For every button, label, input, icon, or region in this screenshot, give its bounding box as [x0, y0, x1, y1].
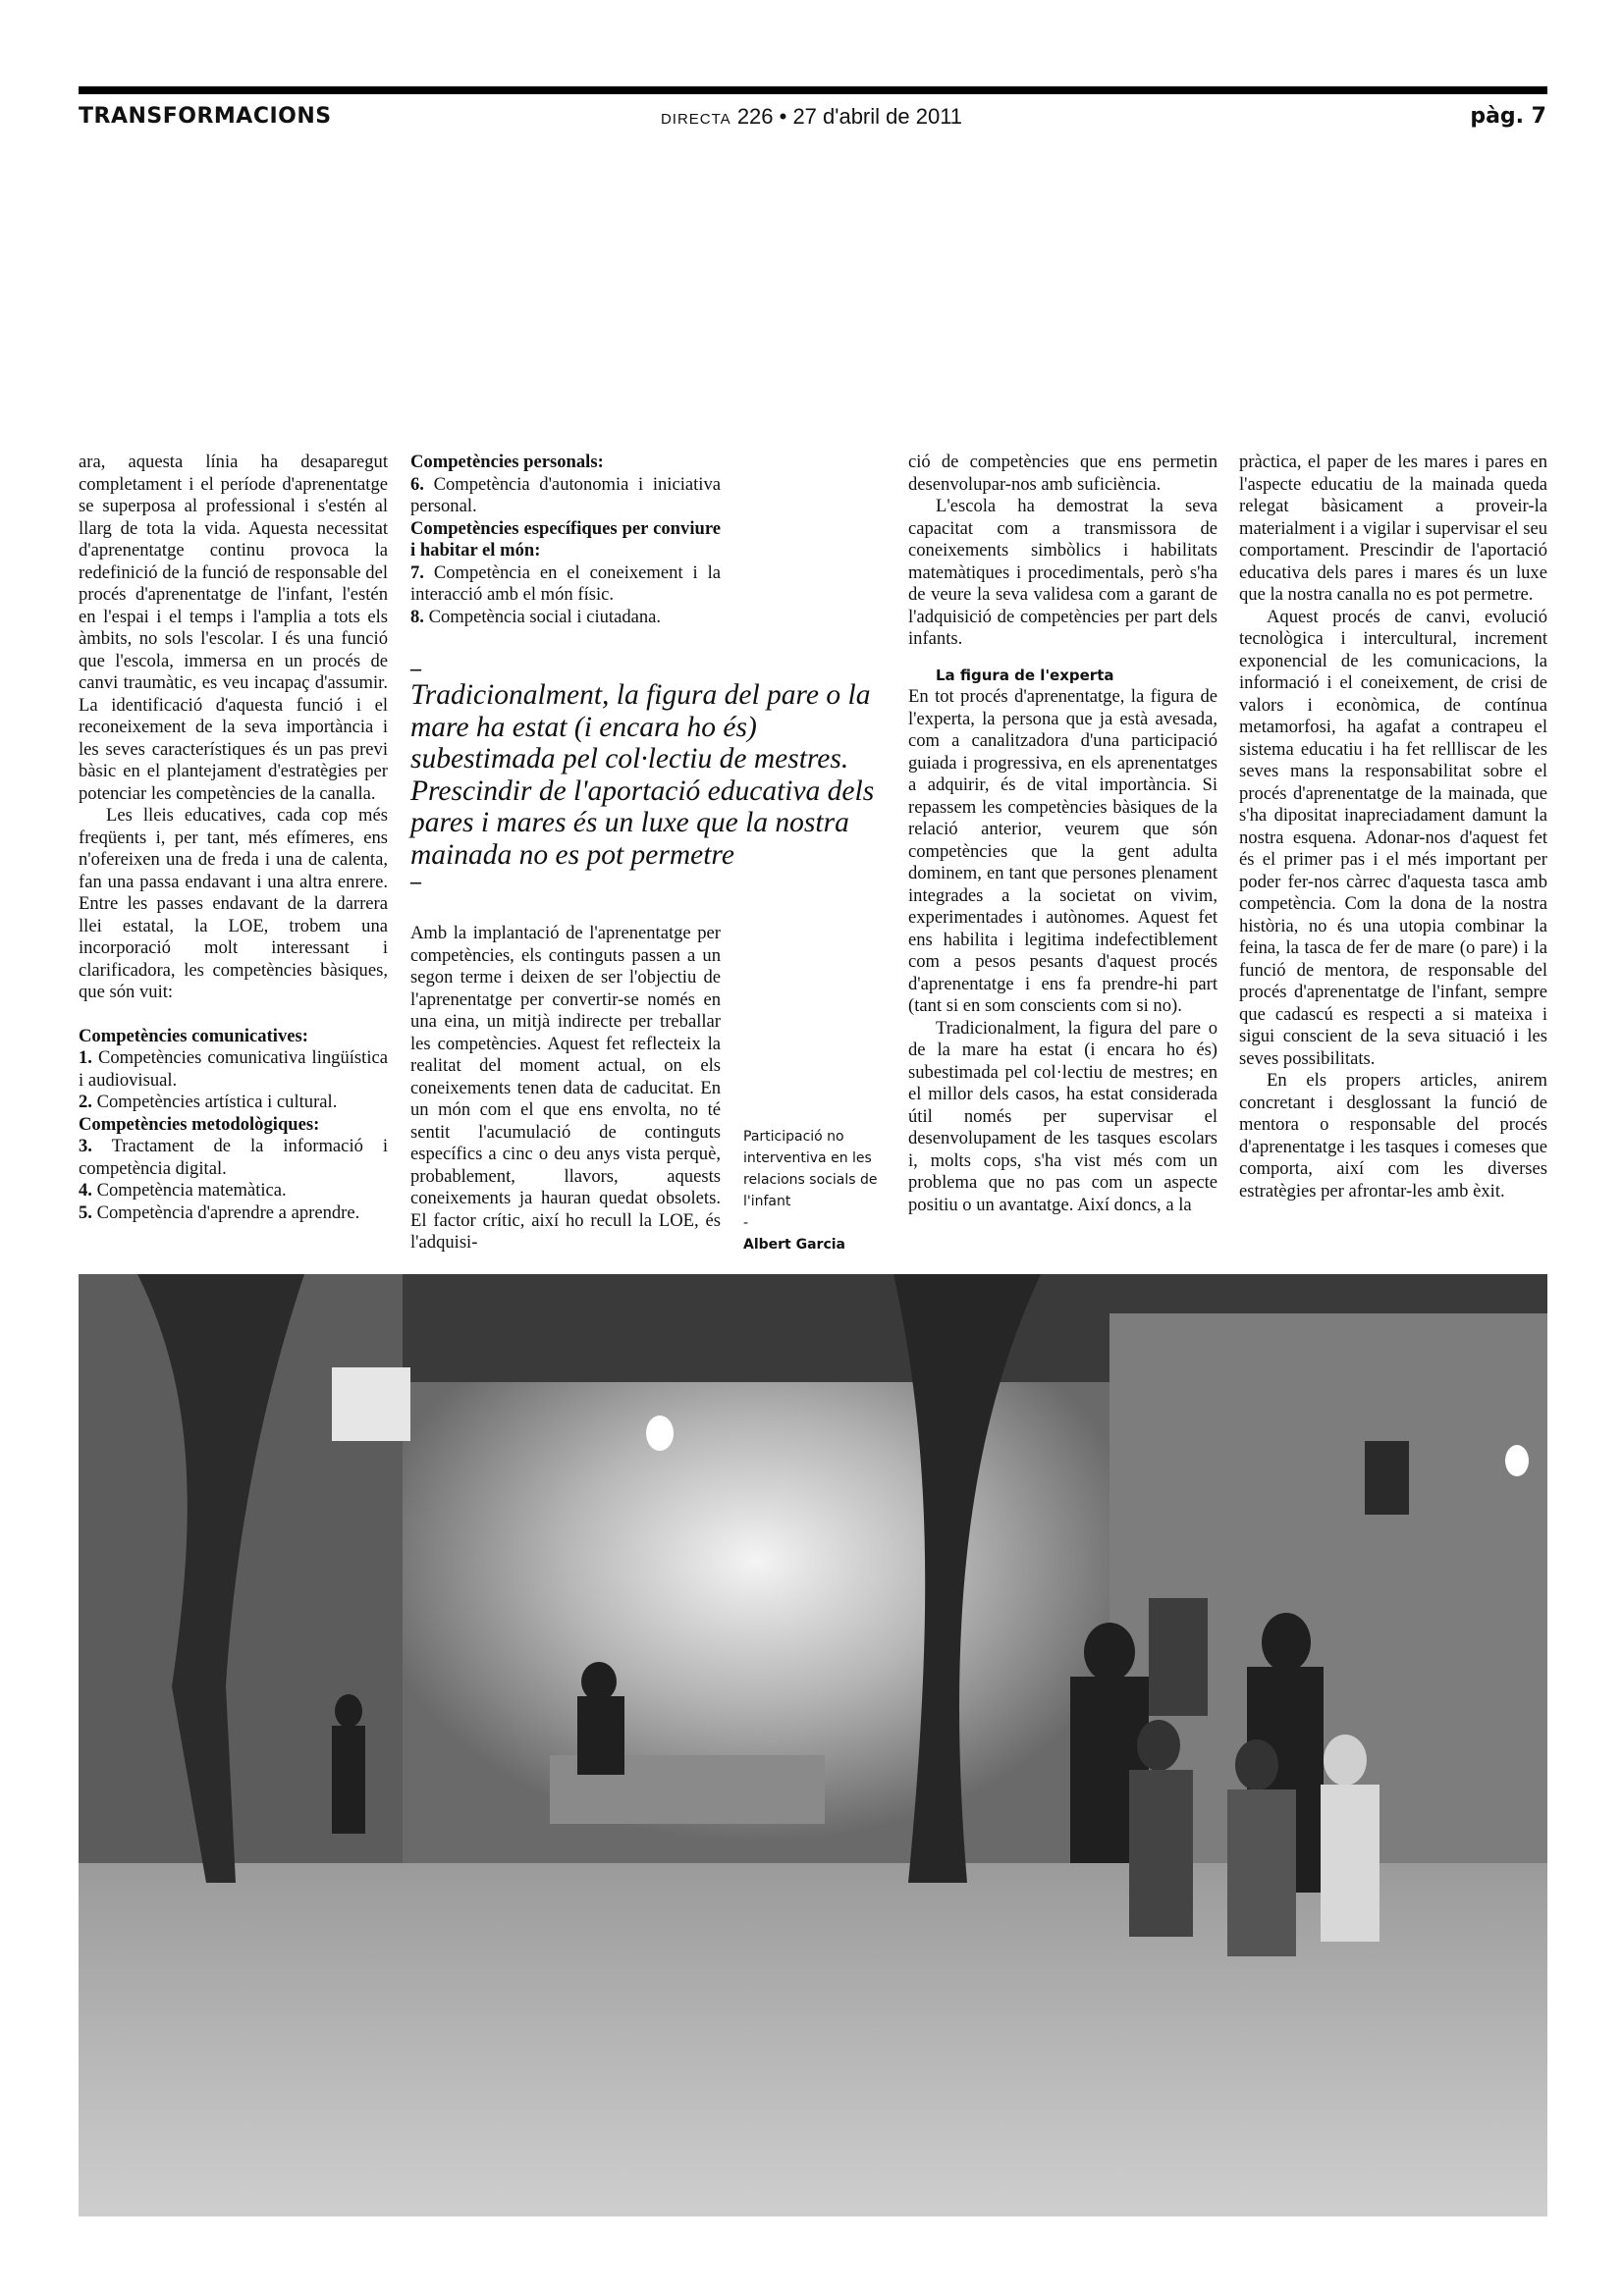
list-number: 5.	[79, 1201, 92, 1223]
list-item	[79, 1180, 388, 1202]
list-heading: Competències específiques per conviure i habitar el món:	[410, 517, 721, 561]
list-heading: Competències metodològiques:	[79, 1113, 320, 1135]
list-text: Competència d'autonomia i iniciativa personal.	[410, 473, 721, 516]
paragraph: Amb la implantació de l'aprenentatge per competències, els continguts passen a un segon terme i deixen de ser l'objectiu de l'aprenentatge per convertir-se només en una eina, un mitjà indirecte per treballar les competències. Aquest fet reflecteix la realitat del moment actual, on els coneixements tenen data de caducitat. En un món com el que ens envolta, no té sentit l'acumulació de continguts específics a cinc o deu anys vista perquè, probablement, llavors, aquests coneixements ja hauran quedat obsolets. El factor crític, així ho recull la LOE, és l'adquisi-	[410, 923, 721, 1253]
issue-date: 226 • 27 d'abril de 2011	[736, 104, 963, 129]
list-item	[410, 607, 721, 629]
photo-caption	[743, 1126, 891, 1255]
list-number: 2.	[79, 1092, 92, 1112]
article-photo	[79, 1274, 1547, 2216]
publication-name: DIRECTA	[660, 111, 731, 128]
list-number: 3.	[79, 1136, 92, 1156]
paragraph: Les lleis educatives, cada cop més freqüents i, per tant, més efímeres, ens n'ofereixen una de freda i una de calenta, fan una passa endavant i una altra enrere. Entre les passes endavant de la darrera llei estatal, la LOE, trobem una incorporació molt interessant i clarificadora, les competències bàsiques, que són vuit:	[79, 805, 388, 1002]
window	[332, 1367, 410, 1441]
paragraph: ara, aquesta línia ha desaparegut completament i el període d'aprenentatge se superposa al professional i s'estén al llarg de tota la vida. Aquesta necessitat d'aprenentatge continu provoca la redefinició de la funció de responsable del procés d'aprenentatge de l'infant, l'estén en l'espai i el temps i l'amplia a tots els àmbits, no sols l'escolar. I és una funció que l'escola, immersa en un procés de canvi traumàtic, es veu incapaç d'assumir. La identificació d'aquesta funció i el reconeixement de la seva importància i les seves característiques és un pas previ bàsic en el plantejament d'estratègies per potenciar les competències de la canalla.	[79, 452, 388, 804]
paragraph: pràctica, el paper de les mares i pares en l'aspecte educatiu de la mainada queda relegat bàsicament a proveir-la materialment i a vigilar i supervisar el seu comportament. Prescindir de l'aportació educativa dels pares i mares és un luxe que la nostra canalla no es pot permetre.	[1239, 452, 1547, 605]
caption-dash: -	[743, 1215, 749, 1231]
list-text: Competències artística i cultural.	[96, 1092, 338, 1112]
list-heading: Competències personals:	[410, 452, 604, 472]
article-column-2	[410, 452, 721, 628]
lamp	[646, 1415, 674, 1451]
section-title: TRANSFORMACIONS	[79, 104, 332, 129]
article-column-4	[1239, 452, 1547, 1202]
list-item	[79, 1202, 388, 1225]
caption-text: Participació no interventiva en les relacions socials de l'infant	[743, 1129, 878, 1209]
quote-dash: –	[410, 656, 421, 680]
list-item	[79, 1136, 388, 1180]
lamp	[1505, 1445, 1529, 1476]
quote-dash: –	[410, 869, 421, 893]
page-number: pàg. 7	[1470, 104, 1546, 129]
list-text: Competència en el coneixement i la interacció amb el món físic.	[410, 561, 721, 605]
list-text: Competències comunicativa lingüística i audiovisual.	[79, 1047, 388, 1091]
list-item	[410, 474, 721, 518]
list-heading: Competències comunicatives:	[79, 1025, 308, 1046]
list-item	[79, 1047, 388, 1092]
list-text: Tractament de la informació i competència digital.	[79, 1136, 389, 1179]
door	[1149, 1598, 1208, 1716]
photograph-icon	[79, 1274, 1547, 2216]
list-text: Competència social i ciutadana.	[428, 606, 662, 627]
list-item	[79, 1092, 388, 1114]
list-number: 6.	[410, 473, 424, 495]
header-rule	[79, 86, 1547, 94]
list-text: Competència d'aprendre a aprendre.	[96, 1201, 360, 1223]
subheading: La figura de l'experta	[936, 666, 1114, 684]
issue-line	[0, 104, 1623, 130]
photo-credit: Albert Garcia	[743, 1237, 846, 1253]
list-number: 8.	[410, 606, 424, 627]
pull-quote-text: Tradicionalment, la figura del pare o la mare ha estat (i encara ho és) subestimada pel col·lectiu de mestres. Prescindir de l'aportació educativa dels pares i mares és un luxe que la nostra mainada no es pot permetre	[410, 679, 875, 871]
pull-quote	[410, 658, 892, 892]
list-number: 4.	[79, 1180, 92, 1201]
article-column-3	[908, 452, 1217, 1216]
list-number: 1.	[79, 1047, 92, 1068]
article-column-1	[79, 452, 388, 1224]
window	[1365, 1441, 1409, 1515]
paragraph: En tot procés d'aprenentatge, la figura de l'experta, la persona que ja està avesada, com a canalitzadora d'una participació guiada i progressiva, en els aprenentatges a adquirir, és de vital importància. Si repassem les competències bàsiques de la relació anterior, veurem que són competències que la gent adulta dominem, en tant que persones plenament integrades a la societat on vivim, experimentades i autònomes. Aquest fet ens habilita i legitima indefectiblement com a pesos pesants d'aquest procés d'aprenentatge i ens fa prendre-hi part (tant si en som conscients com si no).	[908, 686, 1217, 1016]
paragraph: Aquest procés de canvi, evolució tecnològica i intercultural, increment exponencial de les comunicacions, la informació i el coneixement, de crisi de valors i econòmica, de contínua metamorfosi, ha agafat a contrapeu el sistema educatiu i ha fet rellliscar de les seves mans la responsabilitat sobre el procés d'aprenentatge de la mainada, que s'ha dipositat inapreciadament damunt la nostra esquena. Adonar-nos d'aquest fet és el primer pas i el més important per poder fer-nos càrrec d'aquesta tasca amb competència. Com la dona de la nostra història, no és una utopia combinar la feina, la tasca de fer de mare (o pare) i la funció de mentora, de responsable del procés d'aprenentatge de l'infant, sempre que cadascú es respecti a si mateixa i sigui conscient de la seva situació i les seves possibilitats.	[1239, 606, 1547, 1069]
paragraph: L'escola ha demostrat la seva capacitat com a transmissora de coneixements simbòlics i habilitats matemàtiques i procedimentals, però s'ha de veure la seva validesa com a garant de l'adquisició de competències per part dels infants.	[908, 496, 1217, 649]
paragraph: Tradicionalment, la figura del pare o de la mare ha estat (i encara ho és) subestimada pel col·lectiu de mestres; en el millor dels casos, ha estat considerada útil només per supervisar el desenvolupament de les tasques escolars i, molts cops, s'ha vist més com un problema que no pas com un aspecte positiu o un avantatge. Així doncs, a la	[908, 1017, 1217, 1215]
list-item	[410, 562, 721, 607]
list-number: 7.	[410, 561, 424, 583]
article-column-2-continued	[410, 923, 721, 1255]
list-text: Competència matemàtica.	[96, 1180, 287, 1201]
paragraph: ció de competències que ens permetin desenvolupar-nos amb suficiència.	[908, 452, 1217, 495]
paragraph: En els propers articles, anirem concretant i desglossant la funció de mentora o responsable del procés d'aprenentatge i les tasques i comeses que comporta, així com les diverses estratègies per afrontar-les amb èxit.	[1239, 1070, 1547, 1201]
